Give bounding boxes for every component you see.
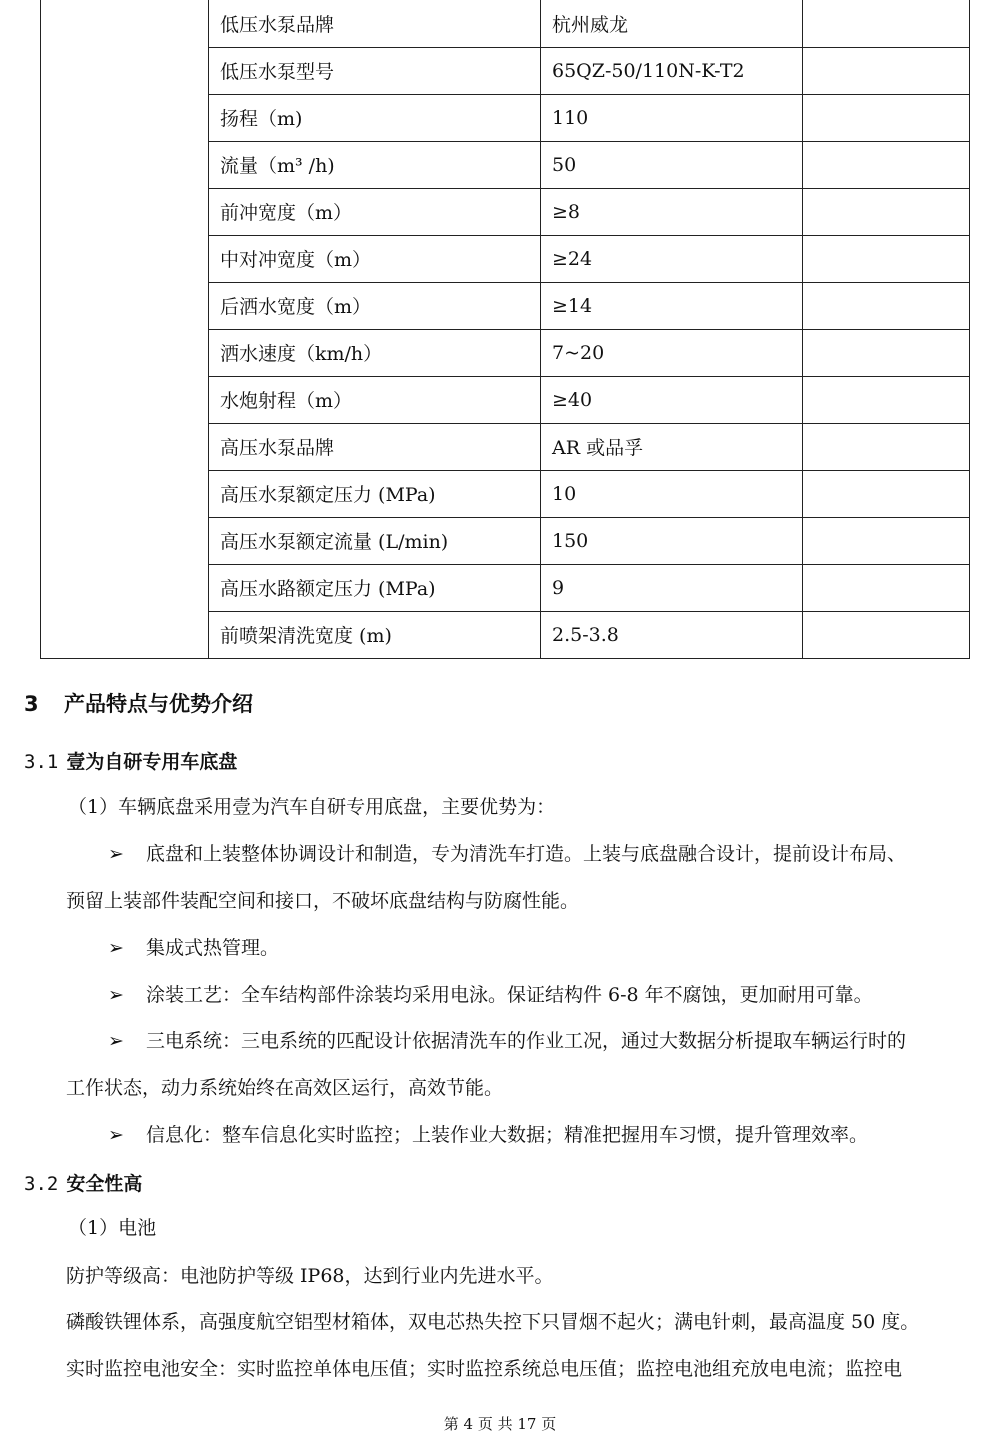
bullet-text: 底盘和上装整体协调设计和制造，专为清洗车打造。上装与底盘融合设计，提前设计布局、 bbox=[146, 843, 907, 865]
spec-table bbox=[40, 0, 970, 659]
spec-value: 110 bbox=[541, 94, 803, 141]
section-3-2-heading bbox=[24, 1169, 142, 1196]
bullet-arrow-icon: ➢ bbox=[108, 1030, 124, 1052]
bullet-text: 集成式热管理。 bbox=[146, 937, 280, 959]
spec-label: 中对冲宽度（m） bbox=[209, 235, 541, 282]
body-line: 防护等级高：电池防护等级 IP68，达到行业内先进水平。 bbox=[66, 1265, 554, 1287]
bullet-arrow-icon: ➢ bbox=[108, 843, 124, 865]
section-title: 产品特点与优势介绍 bbox=[64, 692, 253, 716]
spec-remark bbox=[803, 329, 970, 376]
spec-label: 低压水泵型号 bbox=[209, 47, 541, 94]
spec-value: 杭州威龙 bbox=[541, 0, 803, 47]
spec-remark bbox=[803, 470, 970, 517]
spec-value: 9 bbox=[541, 564, 803, 611]
spec-remark bbox=[803, 423, 970, 470]
spec-value: 2.5-3.8 bbox=[541, 611, 803, 658]
spec-label: 高压水泵额定压力 (MPa) bbox=[209, 470, 541, 517]
bullet-text: 三电系统：三电系统的匹配设计依据清洗车的作业工况，通过大数据分析提取车辆运行时的 bbox=[146, 1030, 907, 1052]
spec-label: 高压水路额定压力 (MPa) bbox=[209, 564, 541, 611]
spec-remark bbox=[803, 94, 970, 141]
section-3-1-heading bbox=[24, 747, 237, 774]
spec-row bbox=[41, 0, 970, 47]
spec-label: 高压水泵品牌 bbox=[209, 423, 541, 470]
bullet-arrow-icon: ➢ bbox=[108, 1124, 124, 1146]
spec-value: 7~20 bbox=[541, 329, 803, 376]
section-number: 3.1 bbox=[24, 751, 59, 773]
spec-value: AR 或品孚 bbox=[541, 423, 803, 470]
bullet-arrow-icon: ➢ bbox=[108, 937, 124, 959]
spec-label: 扬程（m) bbox=[209, 94, 541, 141]
page-footer: 第 4 页 共 17 页 bbox=[443, 1415, 557, 1433]
spec-remark bbox=[803, 188, 970, 235]
spec-value: 10 bbox=[541, 470, 803, 517]
bullet-item bbox=[108, 983, 873, 1007]
spec-value: 150 bbox=[541, 517, 803, 564]
bullet-item bbox=[108, 1123, 868, 1147]
spec-remark bbox=[803, 611, 970, 658]
spec-label: 后洒水宽度（m） bbox=[209, 282, 541, 329]
section-title: 安全性高 bbox=[66, 1173, 143, 1195]
section-title: 壹为自研专用车底盘 bbox=[66, 751, 238, 773]
spec-remark bbox=[803, 47, 970, 94]
bullet-item bbox=[108, 842, 906, 866]
spec-label: 洒水速度（km/h） bbox=[209, 329, 541, 376]
spec-remark bbox=[803, 564, 970, 611]
section-number: 3.2 bbox=[24, 1173, 59, 1195]
spec-remark bbox=[803, 0, 970, 47]
spec-remark bbox=[803, 141, 970, 188]
spec-value: 65QZ-50/110N-K-T2 bbox=[541, 47, 803, 94]
spec-table-body bbox=[41, 0, 970, 658]
bullet-arrow-icon: ➢ bbox=[108, 984, 124, 1006]
spec-label: 前冲宽度（m） bbox=[209, 188, 541, 235]
section-3-heading bbox=[24, 688, 253, 718]
bullet-continuation: 预留上装部件装配空间和接口，不破坏底盘结构与防腐性能。 bbox=[66, 890, 580, 912]
spec-label: 低压水泵品牌 bbox=[209, 0, 541, 47]
spec-label: 流量（m³ /h) bbox=[209, 141, 541, 188]
spec-remark bbox=[803, 517, 970, 564]
spec-label: 前喷架清洗宽度 (m) bbox=[209, 611, 541, 658]
spec-remark bbox=[803, 235, 970, 282]
section-3-1-intro: （1）车辆底盘采用壹为汽车自研专用底盘，主要优势为： bbox=[68, 796, 556, 818]
spec-value: ≥8 bbox=[541, 188, 803, 235]
spec-value: ≥14 bbox=[541, 282, 803, 329]
spec-value: ≥40 bbox=[541, 376, 803, 423]
bullet-text: 涂装工艺：全车结构部件涂装均采用电泳。保证结构件 6-8 年不腐蚀，更加耐用可靠。 bbox=[146, 984, 873, 1006]
spec-value: 50 bbox=[541, 141, 803, 188]
body-line: 磷酸铁锂体系，高强度航空铝型材箱体，双电芯热失控下只冒烟不起火；满电针刺，最高温度 50 度。 bbox=[66, 1311, 920, 1333]
section-number: 3 bbox=[24, 692, 39, 716]
spec-label: 水炮射程（m） bbox=[209, 376, 541, 423]
spec-value: ≥24 bbox=[541, 235, 803, 282]
spec-label: 高压水泵额定流量 (L/min) bbox=[209, 517, 541, 564]
subsection-battery: （1）电池 bbox=[68, 1217, 157, 1239]
bullet-text: 信息化：整车信息化实时监控；上装作业大数据；精准把握用车习惯，提升管理效率。 bbox=[146, 1124, 869, 1146]
spec-blank-cell bbox=[41, 0, 209, 658]
bullet-continuation: 工作状态，动力系统始终在高效区运行，高效节能。 bbox=[66, 1077, 504, 1099]
spec-remark bbox=[803, 282, 970, 329]
body-line: 实时监控电池安全：实时监控单体电压值；实时监控系统总电压值；监控电池组充放电电流；监控电 bbox=[66, 1358, 903, 1380]
bullet-item bbox=[108, 936, 279, 960]
spec-remark bbox=[803, 376, 970, 423]
bullet-item bbox=[108, 1029, 906, 1053]
